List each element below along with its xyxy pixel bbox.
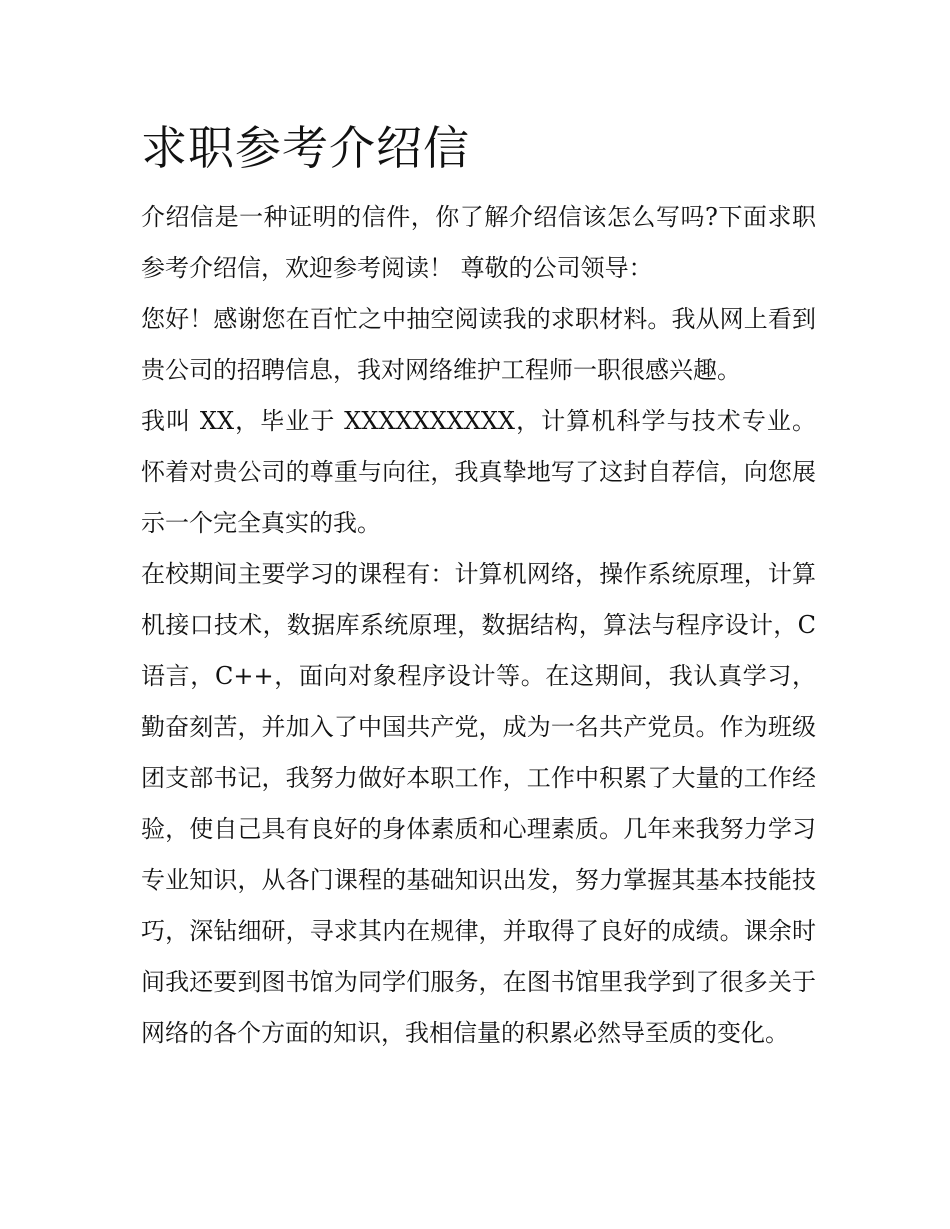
document-title: 求职参考介绍信 (141, 121, 470, 175)
paragraph-intro: 介绍信是一种证明的信件，你了解介绍信该怎么写吗?下面求职参考介绍信，欢迎参考阅读！ 尊敬的公司领导： (141, 203, 816, 282)
paragraph-education: 在校期间主要学习的课程有：计算机网络，操作系统原理，计算机接口技术，数据库系统原理，数据结构，算法与程序设计，C 语言，C++，面向对象程序设计等。在这期间，我认真学习，勤奋刻苦，并加入了中国共产党，成为一名共产党员。作为班级团支部书记，我努力做好本职工作，工作中积累了大量的工作经验，使自己具有良好的身体素质和心理素质。几年来我努力学习专业知识，从各门课程的基础知识出发，努力掌握其基本技能技巧，深钻细研，寻求其内在规律，并取得了良好的成绩。课余时间我还要到图书馆为同学们服务，在图书馆里我学到了很多关于网络的各个方面的知识，我相信量的积累必然导至质的变化。 (141, 560, 816, 1047)
paragraph-self-introduction: 我叫 XX，毕业于 XXXXXXXXXX，计算机科学与技术专业。怀着对贵公司的尊重与向往，我真挚地写了这封自荐信，向您展示一个完全真实的我。 (141, 407, 816, 537)
document-body (141, 112, 816, 1059)
paragraph-greeting: 您好！感谢您在百忙之中抽空阅读我的求职材料。我从网上看到贵公司的招聘信息，我对网络维护工程师一职很感兴趣。 (141, 305, 816, 384)
